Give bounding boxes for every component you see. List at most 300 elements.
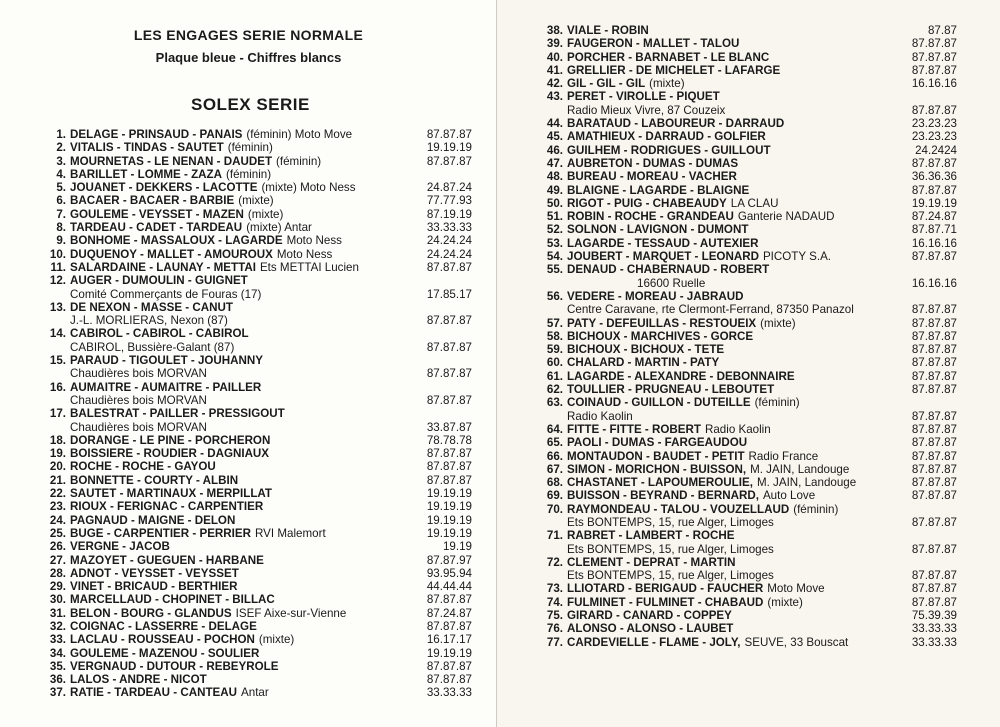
- entry-number: 63.: [546, 396, 563, 410]
- entry-plate-number: 87.87.87: [911, 569, 957, 583]
- entry-names: GRELLIER - DE MICHELET - LAFARGE: [567, 63, 781, 77]
- entry-plate-number: 16.16.16: [911, 77, 957, 91]
- entry-plate-number: 87.87.87: [911, 329, 957, 343]
- entry-plate-number: 19.19.19: [426, 141, 472, 155]
- entry-number: 29.: [49, 580, 66, 594]
- entry-names: SIMON - MORICHON - BUISSON,: [567, 462, 747, 476]
- entry-row: [40, 540, 472, 553]
- entry-names: VITALIS - TINDAS - SAUTET: [70, 141, 224, 155]
- entry-names: PAGNAUD - MAIGNE - DELON: [70, 513, 236, 527]
- entry-names: LAGARDE - TESSAUD - AUTEXIER: [567, 236, 759, 250]
- entry-row: [40, 168, 472, 181]
- entry-plate-number: 87.87.87: [911, 316, 957, 330]
- entry-plate-number: 87.87.87: [426, 367, 472, 381]
- entry-row: [40, 181, 472, 194]
- sponsor-detail: Ets BONTEMPS, 15, rue Alger, Limoges: [567, 542, 774, 556]
- entry-row: [40, 221, 472, 234]
- entry-number: 68.: [546, 476, 563, 490]
- entry-row: [537, 370, 957, 383]
- entry-row: [40, 234, 472, 247]
- entry-plate-number: 87.87.71: [911, 223, 957, 237]
- entry-row: [537, 210, 957, 223]
- entry-list-right: [537, 24, 957, 649]
- entry-number: 15.: [49, 354, 66, 368]
- entry-names: COINAUD - GUILLON - DUTEILLE: [567, 396, 751, 410]
- entry-plate-number: 16.17.17: [426, 633, 472, 647]
- entry-plate-number: 24.2424: [915, 143, 957, 157]
- entry-number: 23.: [49, 500, 66, 514]
- entry-sponsor: (mixte) Moto Ness: [261, 181, 356, 195]
- entry-names: BUGE - CARPENTIER - PERRIER: [70, 526, 252, 540]
- entry-number: 34.: [49, 646, 66, 660]
- entry-number: 8.: [56, 221, 66, 235]
- entry-row: [40, 514, 472, 527]
- entry-plate-number: 87.87.87: [911, 343, 957, 357]
- section-title: SOLEX SERIE: [191, 95, 310, 114]
- entry-plate-number: 87.87.87: [911, 183, 957, 197]
- entry-sponsor-line: [40, 341, 472, 354]
- entry-sponsor: Radio France: [748, 449, 819, 463]
- entry-sponsor: Auto Love: [762, 489, 816, 503]
- entry-names: PAOLI - DUMAS - FARGEAUDOU: [567, 436, 748, 450]
- sponsor-detail: Centre Caravane, rte Clermont-Ferrand, 87350 Panazol: [567, 303, 854, 317]
- entry-number: 47.: [546, 156, 563, 170]
- entry-names: BONNETTE - COURTY - ALBIN: [70, 473, 239, 487]
- entry-number: 6.: [56, 194, 66, 208]
- entry-row: [537, 90, 957, 103]
- entry-names: RAYMONDEAU - TALOU - VOUZELLAUD: [567, 502, 790, 516]
- entry-number: 60.: [546, 356, 563, 370]
- entry-plate-number: 87.87.87: [911, 50, 957, 64]
- entry-names: COIGNAC - LASSERRE - DELAGE: [70, 619, 257, 633]
- entry-number: 24.: [49, 513, 66, 527]
- entry-number: 12.: [49, 274, 66, 288]
- entry-plate-number: 87.87.87: [426, 314, 472, 328]
- entry-plate-number: 87.87.87: [426, 673, 472, 687]
- entry-sponsor: (mixte): [760, 316, 796, 330]
- entry-names: DORANGE - LE PINE - PORCHERON: [70, 433, 271, 447]
- entry-number: 17.: [49, 407, 66, 421]
- entry-plate-number: 87.87.87: [911, 422, 957, 436]
- entry-row: [40, 447, 472, 460]
- entry-names: FULMINET - FULMINET - CHABAUD: [567, 595, 764, 609]
- entry-row: [537, 396, 957, 409]
- entry-names: AUMAITRE - AUMAITRE - PAILLER: [70, 380, 262, 394]
- entry-plate-number: 75.39.39: [911, 609, 957, 623]
- sponsor-detail: Ets BONTEMPS, 15, rue Alger, Limoges: [567, 515, 774, 529]
- entry-names: SAUTET - MARTINAUX - MERPILLAT: [70, 487, 273, 501]
- entry-sponsor: M. JAIN, Landouge: [756, 476, 857, 490]
- entry-row: [537, 556, 957, 569]
- entry-row: [40, 500, 472, 513]
- entry-number: 11.: [50, 260, 66, 274]
- entry-names: ALONSO - ALONSO - LAUBET: [567, 622, 734, 636]
- entry-row: [537, 343, 957, 356]
- entry-sponsor: (féminin): [793, 502, 839, 516]
- entry-plate-number: 19.19.19: [426, 513, 472, 527]
- entry-sponsor: (féminin): [276, 154, 322, 168]
- entry-names: LLIOTARD - BERIGAUD - FAUCHER: [567, 582, 764, 596]
- entry-sponsor-line: [537, 569, 957, 582]
- entry-names: CHALARD - MARTIN - PATY: [567, 356, 720, 370]
- document-subtitle: Plaque bleue - Chiffres blancs: [155, 50, 342, 65]
- entry-plate-number: 87.87.87: [426, 473, 472, 487]
- entry-row: [537, 144, 957, 157]
- entry-number: 38.: [546, 24, 563, 37]
- entry-number: 3.: [56, 154, 66, 168]
- document-title: LES ENGAGES SERIE NORMALE: [133, 27, 364, 43]
- entry-plate-number: 16.16.16: [911, 276, 957, 290]
- entry-number: 22.: [49, 487, 66, 501]
- entry-names: GOULEME - VEYSSET - MAZEN: [70, 207, 244, 221]
- entry-plate-number: 87.24.87: [911, 210, 957, 224]
- entry-plate-number: 87.87.87: [911, 436, 957, 450]
- entry-row: [40, 660, 472, 673]
- entry-number: 48.: [546, 170, 563, 184]
- entry-sponsor-line: [537, 543, 957, 556]
- entry-row: [40, 554, 472, 567]
- entry-plate-number: 87.87.87: [911, 542, 957, 556]
- entry-plate-number: 87.87.87: [911, 476, 957, 490]
- entry-row: [537, 582, 957, 595]
- entry-number: 53.: [546, 236, 563, 250]
- entry-names: BALESTRAT - PAILLER - PRESSIGOUT: [70, 407, 285, 421]
- entry-row: [40, 620, 472, 633]
- entry-names: BARILLET - LOMME - ZAZA: [70, 167, 222, 181]
- sponsor-detail: Chaudières bois MORVAN: [70, 393, 207, 407]
- entry-plate-number: 87.87.87: [911, 409, 957, 423]
- entry-plate-number: 19.19.19: [426, 500, 472, 514]
- entry-number: 50.: [546, 196, 563, 210]
- entry-row: [40, 607, 472, 620]
- entry-plate-number: 23.23.23: [911, 117, 957, 131]
- entry-names: BUREAU - MOREAU - VACHER: [567, 170, 737, 184]
- entry-names: CHASTANET - LAPOUMEROULIE,: [567, 476, 753, 490]
- entry-plate-number: 19.19.19: [426, 526, 472, 540]
- entry-number: 43.: [546, 90, 563, 104]
- entry-number: 21.: [49, 473, 66, 487]
- entry-sponsor: Antar: [241, 686, 269, 700]
- entry-row: [40, 487, 472, 500]
- entry-plate-number: 87.87.87: [911, 515, 957, 529]
- entry-sponsor-line: [40, 367, 472, 380]
- entry-plate-number: 77.77.93: [426, 194, 472, 208]
- entry-row: [537, 503, 957, 516]
- entry-plate-number: 17.85.17: [426, 287, 472, 301]
- entry-number: 70.: [546, 502, 563, 516]
- entry-sponsor-line: [40, 394, 472, 407]
- entry-sponsor-line: [537, 516, 957, 529]
- entry-plate-number: 33.33.33: [911, 622, 957, 636]
- entry-plate-number: 87.87.87: [426, 128, 472, 141]
- entry-row: [537, 489, 957, 502]
- entry-number: 71.: [546, 529, 563, 543]
- entry-row: [537, 529, 957, 542]
- entry-number: 28.: [49, 566, 66, 580]
- entry-plate-number: 87.87.87: [426, 260, 472, 274]
- entry-plate-number: 19.19.19: [426, 487, 472, 501]
- entry-row: [40, 327, 472, 340]
- entry-plate-number: 36.36.36: [911, 170, 957, 184]
- entry-names: BLAIGNE - LAGARDE - BLAIGNE: [567, 183, 750, 197]
- entry-plate-number: 23.23.23: [911, 130, 957, 144]
- entry-sponsor-line: [40, 288, 472, 301]
- entry-row: [40, 301, 472, 314]
- entry-row: [537, 237, 957, 250]
- entry-plate-number: 87.87.87: [911, 369, 957, 383]
- entry-plate-number: 87.87.87: [426, 393, 472, 407]
- entry-plate-number: 87.87.87: [911, 356, 957, 370]
- entry-number: 19.: [49, 447, 66, 461]
- entry-sponsor: (mixte): [238, 194, 274, 208]
- entry-number: 26.: [49, 540, 66, 554]
- sponsor-detail: Radio Kaolin: [567, 409, 633, 423]
- entry-names: RABRET - LAMBERT - ROCHE: [567, 529, 735, 543]
- entry-plate-number: 87.87.87: [426, 659, 472, 673]
- entry-names: JOUBERT - MARQUET - LEONARD: [567, 250, 759, 264]
- entry-row: [537, 383, 957, 396]
- entry-row: [40, 633, 472, 646]
- entry-names: TOULLIER - PRUGNEAU - LEBOUTET: [567, 383, 775, 397]
- entry-row: [537, 609, 957, 622]
- entry-row: [40, 155, 472, 168]
- entry-number: 4.: [56, 167, 66, 181]
- entry-plate-number: 87.87.87: [911, 156, 957, 170]
- entry-plate-number: 19.19.19: [426, 646, 472, 660]
- entry-plate-number: 19.19.19: [911, 196, 957, 210]
- entry-number: 72.: [546, 555, 563, 569]
- entry-row: [537, 223, 957, 236]
- entry-row: [40, 248, 472, 261]
- entry-plate-number: 87.87.87: [426, 619, 472, 633]
- entry-row: [40, 567, 472, 580]
- entry-row: [537, 157, 957, 170]
- entry-row: [537, 356, 957, 369]
- entry-names: PERET - VIROLLE - PIQUET: [567, 90, 720, 104]
- entry-number: 62.: [546, 383, 563, 397]
- entry-plate-number: 87.87.87: [911, 462, 957, 476]
- entry-plate-number: 87.87: [927, 24, 957, 37]
- sponsor-detail: 16600 Ruelle: [637, 276, 706, 290]
- entry-sponsor: (mixte): [649, 77, 685, 91]
- entry-plate-number: 87.87.87: [426, 340, 472, 354]
- entry-sponsor: Moto Ness: [286, 234, 342, 248]
- entry-row: [537, 436, 957, 449]
- entry-names: JOUANET - DEKKERS - LACOTTE: [70, 181, 258, 195]
- left-page: [0, 0, 497, 727]
- entry-names: GOULEME - MAZENOU - SOULIER: [70, 646, 260, 660]
- entry-row: [537, 130, 957, 143]
- entry-names: VIALE - ROBIN: [567, 24, 649, 37]
- entry-number: 77.: [546, 635, 563, 649]
- entry-plate-number: 87.87.97: [426, 553, 472, 567]
- entry-number: 51.: [546, 210, 563, 224]
- sponsor-detail: Chaudières bois MORVAN: [70, 367, 207, 381]
- entry-row: [537, 423, 957, 436]
- entry-names: PARAUD - TIGOULET - JOUHANNY: [70, 354, 264, 368]
- right-page: [497, 0, 1000, 727]
- entry-number: 41.: [546, 63, 563, 77]
- entry-row: [537, 263, 957, 276]
- entry-names: BARATAUD - LABOUREUR - DARRAUD: [567, 117, 785, 131]
- entry-number: 46.: [546, 143, 563, 157]
- entry-names: BACAER - BACAER - BARBIE: [70, 194, 235, 208]
- entry-names: VERGNE - JACOB: [70, 540, 170, 554]
- entry-names: BOISSIERE - ROUDIER - DAGNIAUX: [70, 447, 270, 461]
- entry-names: BELON - BOURG - GLANDUS: [70, 606, 232, 620]
- entry-sponsor-line: [537, 104, 957, 117]
- entry-number: 5.: [56, 181, 66, 195]
- entry-number: 49.: [546, 183, 563, 197]
- entry-sponsor: (mixte): [258, 633, 295, 647]
- entry-plate-number: 87.87.87: [911, 63, 957, 77]
- entry-sponsor-line: [537, 410, 957, 423]
- entry-plate-number: 87.87.87: [426, 460, 472, 474]
- entry-row: [537, 463, 957, 476]
- entry-number: 61.: [546, 369, 563, 383]
- entry-row: [537, 77, 957, 90]
- entry-number: 16.: [49, 380, 66, 394]
- entry-sponsor: RVI Malemort: [255, 526, 326, 540]
- entry-names: DE NEXON - MASSE - CANUT: [70, 300, 233, 314]
- entry-names: TARDEAU - CADET - TARDEAU: [70, 221, 243, 235]
- entry-number: 39.: [546, 37, 563, 51]
- entry-sponsor: Moto Ness: [276, 247, 333, 261]
- entry-row: [537, 117, 957, 130]
- entry-names: ROCHE - ROCHE - GAYOU: [70, 460, 216, 474]
- entry-number: 58.: [546, 329, 563, 343]
- entry-names: ADNOT - VEYSSET - VEYSSET: [70, 566, 239, 580]
- entry-names: RIOUX - FERIGNAC - CARPENTIER: [70, 500, 264, 514]
- entry-plate-number: 16.16.16: [911, 236, 957, 250]
- entry-plate-number: 19.19: [442, 540, 472, 554]
- entry-sponsor-line: [537, 277, 957, 290]
- entry-row: [40, 474, 472, 487]
- entry-number: 42.: [546, 77, 563, 91]
- entry-plate-number: 87.87.87: [911, 37, 957, 51]
- entry-row: [40, 194, 472, 207]
- entry-number: 44.: [546, 117, 563, 131]
- entry-row: [537, 330, 957, 343]
- entry-plate-number: 87.87.87: [911, 595, 957, 609]
- entry-plate-number: 33.33.33: [426, 221, 472, 235]
- entry-plate-number: 44.44.44: [426, 580, 472, 594]
- entry-row: [537, 250, 957, 263]
- entry-number: 18.: [49, 433, 66, 447]
- entry-plate-number: 78.78.78: [426, 433, 472, 447]
- entry-plate-number: 33.33.33: [426, 686, 472, 700]
- entry-plate-number: 24.87.24: [426, 181, 472, 195]
- entry-names: RIGOT - PUIG - CHABEAUDY: [567, 196, 727, 210]
- entry-names: SOLNON - LAVIGNON - DUMONT: [567, 223, 749, 237]
- entry-names: AMATHIEUX - DARRAUD - GOLFIER: [567, 130, 766, 144]
- entry-row: [40, 261, 472, 274]
- entry-plate-number: 87.87.87: [911, 449, 957, 463]
- entry-row: [40, 141, 472, 154]
- entry-names: MAZOYET - GUEGUEN - HARBANE: [70, 553, 264, 567]
- entry-row: [537, 37, 957, 50]
- entry-number: 40.: [546, 50, 563, 64]
- entry-names: GIRARD - CANARD - COPPEY: [567, 609, 732, 623]
- entry-number: 59.: [546, 343, 563, 357]
- entry-sponsor: ISEF Aixe-sur-Vienne: [235, 606, 347, 620]
- entry-sponsor: LA CLAU: [730, 196, 779, 210]
- entry-names: MARCELLAUD - CHOPINET - BILLAC: [70, 593, 275, 607]
- entry-row: [537, 64, 957, 77]
- entry-plate-number: 93.95.94: [426, 566, 472, 580]
- entry-number: 45.: [546, 130, 563, 144]
- entry-plate-number: 87.87.87: [426, 154, 472, 168]
- entry-plate-number: 24.24.24: [426, 247, 472, 261]
- entry-names: LACLAU - ROUSSEAU - POCHON: [70, 633, 255, 647]
- entry-names: CLEMENT - DEPRAT - MARTIN: [567, 555, 736, 569]
- entry-number: 27.: [49, 553, 66, 567]
- sponsor-detail: Ets BONTEMPS, 15, rue Alger, Limoges: [567, 569, 774, 583]
- entry-names: AUBRETON - DUMAS - DUMAS: [567, 156, 739, 170]
- sponsor-detail: CABIROL, Bussière-Galant (87): [70, 340, 235, 354]
- entry-plate-number: 87.87.87: [426, 593, 472, 607]
- entry-plate-number: 87.87.87: [911, 303, 957, 317]
- entry-number: 66.: [546, 449, 563, 463]
- entry-names: DENAUD - CHABERNAUD - ROBERT: [567, 263, 770, 277]
- entry-names: GUILHEM - RODRIGUES - GUILLOUT: [567, 143, 771, 157]
- entry-names: ROBIN - ROCHE - GRANDEAU: [567, 210, 734, 224]
- entry-sponsor-line: [40, 314, 472, 327]
- entry-number: 54.: [546, 250, 563, 264]
- entry-number: 30.: [49, 593, 66, 607]
- entry-row: [40, 460, 472, 473]
- entry-names: VERGNAUD - DUTOUR - REBEYROLE: [70, 659, 279, 673]
- entry-row: [537, 450, 957, 463]
- entry-sponsor: Ganterie NADAUD: [737, 210, 835, 224]
- entry-row: [40, 407, 472, 420]
- entry-names: AUGER - DUMOULIN - GUIGNET: [70, 274, 248, 288]
- entry-sponsor: (féminin) Moto Move: [246, 128, 353, 141]
- entry-sponsor: M. JAIN, Landouge: [750, 462, 850, 476]
- entry-row: [40, 128, 472, 141]
- entry-number: 35.: [49, 659, 66, 673]
- entry-number: 55.: [546, 263, 563, 277]
- entry-number: 9.: [56, 234, 66, 248]
- entry-row: [537, 197, 957, 210]
- entry-row: [40, 381, 472, 394]
- entry-number: 25.: [49, 526, 66, 540]
- entry-number: 73.: [546, 582, 563, 596]
- entry-row: [537, 24, 957, 37]
- entry-row: [40, 647, 472, 660]
- entry-number: 76.: [546, 622, 563, 636]
- entry-row: [40, 354, 472, 367]
- entry-sponsor: (mixte): [247, 207, 284, 221]
- entry-number: 52.: [546, 223, 563, 237]
- entry-names: LALOS - ANDRE - NICOT: [70, 673, 207, 687]
- entry-names: LAGARDE - ALEXANDRE - DEBONNAIRE: [567, 369, 795, 383]
- entry-number: 36.: [49, 673, 66, 687]
- entry-plate-number: 87.87.87: [426, 447, 472, 461]
- entry-sponsor: (mixte): [767, 595, 803, 609]
- entry-plate-number: 87.87.87: [911, 103, 957, 117]
- entry-sponsor: Ets METTAI Lucien: [259, 260, 359, 274]
- entry-sponsor: PICOTY S.A.: [762, 250, 832, 264]
- entry-row: [537, 636, 957, 649]
- sponsor-detail: Chaudières bois MORVAN: [70, 420, 207, 434]
- entry-plate-number: 87.87.87: [911, 250, 957, 264]
- entry-number: 10.: [49, 247, 66, 261]
- entry-row: [537, 596, 957, 609]
- entry-plate-number: 87.87.87: [911, 489, 957, 503]
- entry-number: 75.: [546, 609, 563, 623]
- entry-number: 74.: [546, 595, 563, 609]
